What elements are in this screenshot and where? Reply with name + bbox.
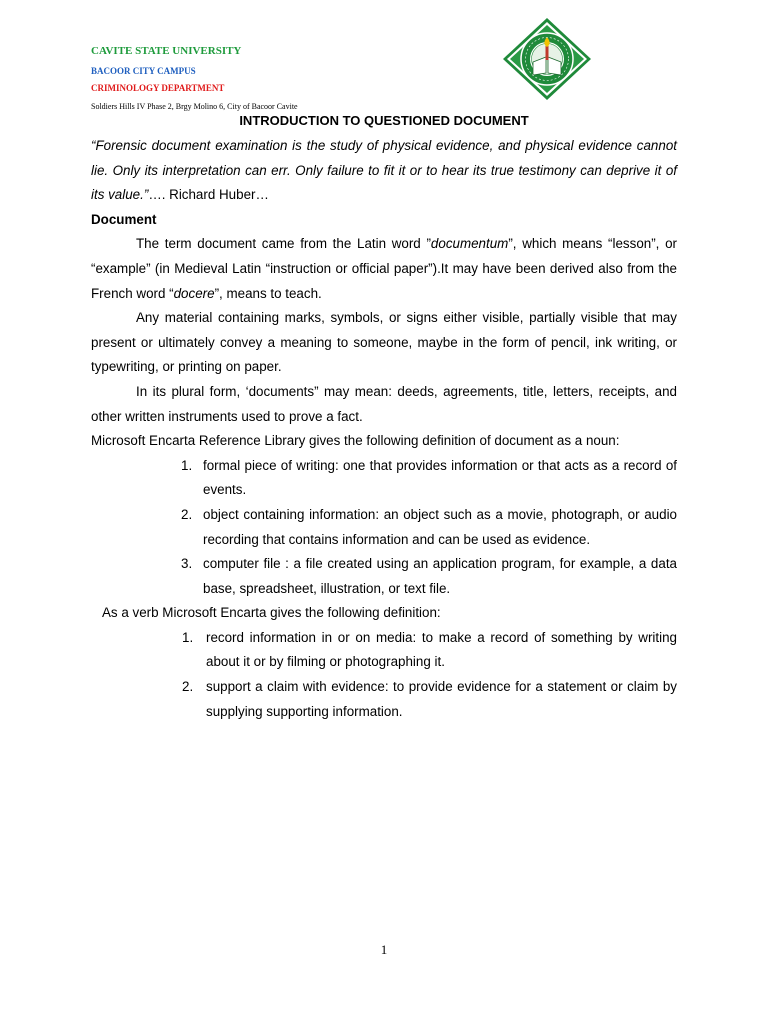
epigraph xyxy=(91,134,677,208)
epigraph-text: “Forensic document examination is the study of physical evidence, and physical evidence cannot lie. Only its interpretation can err. Only failure to fit it or to hear its true testimony can deprive it of its value.” xyxy=(91,138,677,203)
paragraph-etymology xyxy=(91,232,677,306)
list-number: 3. xyxy=(181,556,193,572)
department-name: CRIMINOLOGY DEPARTMENT xyxy=(91,83,225,93)
list-item xyxy=(181,503,677,552)
list-number: 1. xyxy=(182,629,194,645)
campus-address: Soldiers Hills IV Phase 2, Brgy Molino 6, City of Bacoor Cavite xyxy=(91,102,298,111)
list-item xyxy=(182,675,677,724)
noun-definition-list xyxy=(91,454,677,602)
document-title: INTRODUCTION TO QUESTIONED DOCUMENT xyxy=(239,113,529,128)
paragraph-etymology-part: ”, which means “lesson”, or “example” (in Medieval Latin “instruction or official paper”).It may have been derived also from the French word “ xyxy=(91,236,677,301)
list-text: record information in or on media: to make a record of something by writing about it or by filming or photographing it. xyxy=(206,629,677,670)
list-number: 1. xyxy=(181,457,193,473)
list-item xyxy=(182,626,677,675)
verb-definition-list xyxy=(91,626,677,724)
epigraph-author: …. Richard Huber… xyxy=(148,187,269,203)
paragraph-etymology-part: The term document came from the Latin word ” xyxy=(136,236,431,252)
verb-definition-intro: As a verb Microsoft Encarta gives the following definition: xyxy=(102,605,441,621)
list-text: support a claim with evidence: to provide evidence for a statement or claim by supplying supporting information. xyxy=(206,679,677,719)
section-heading: Document xyxy=(91,211,157,227)
list-number: 2. xyxy=(181,506,193,522)
page-number: 1 xyxy=(380,942,388,957)
list-text: formal piece of writing: one that provides information or that acts as a record of events. xyxy=(203,457,677,498)
list-item xyxy=(181,552,677,601)
paragraph-material: Any material containing marks, symbols, or signs either visible, partially visible that may present or ultimately convey a meaning to someone, maybe in the form of pencil, ink writing, or typewriting, or printing on paper. xyxy=(91,310,677,375)
latin-term: documentum xyxy=(430,236,509,252)
university-name: CAVITE STATE UNIVERSITY xyxy=(91,45,242,57)
list-number: 2. xyxy=(182,679,194,695)
paragraph-etymology-part: ”, means to teach. xyxy=(214,285,322,301)
document-body xyxy=(91,134,677,724)
paragraph-plural: In its plural form, ‘documents” may mean: deeds, agreements, title, letters, receipts, and other written instruments used to prove a fact. xyxy=(91,383,677,424)
french-term: docere xyxy=(173,285,215,301)
list-text: object containing information: an object such as a movie, photograph, or audio recording that contains information and can be used as evidence. xyxy=(203,506,677,547)
campus-name: BACOOR CITY CAMPUS xyxy=(91,66,196,76)
noun-definition-intro: Microsoft Encarta Reference Library gives the following definition of document as a noun: xyxy=(91,433,620,449)
list-item xyxy=(181,454,677,503)
list-text: computer file : a file created using an application program, for example, a data base, spreadsheet, illustration, or text file. xyxy=(203,556,677,596)
university-seal-icon xyxy=(502,17,592,101)
